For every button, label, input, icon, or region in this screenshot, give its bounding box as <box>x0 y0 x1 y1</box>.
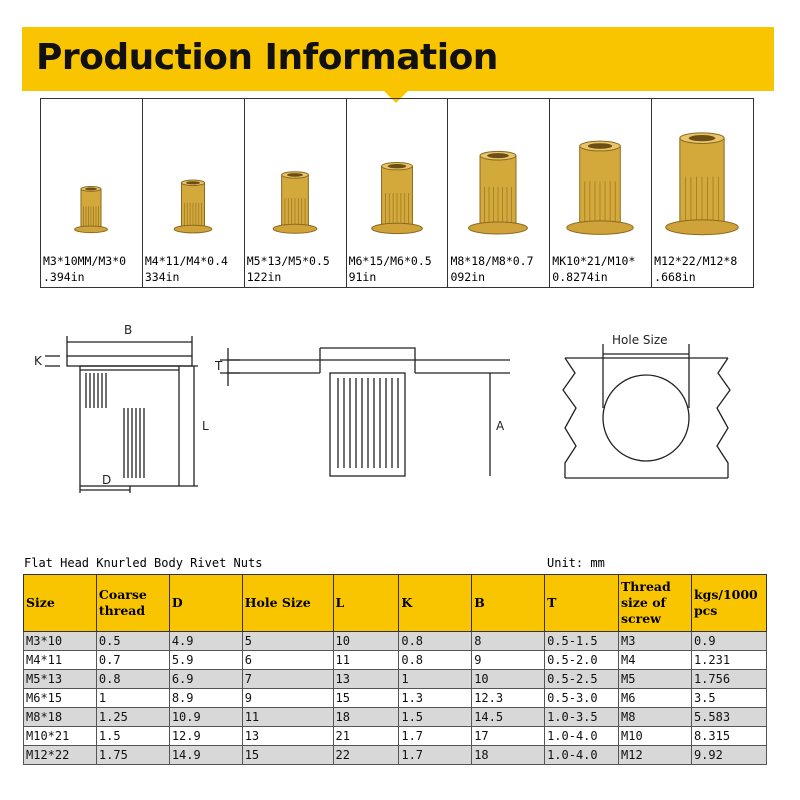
product-cell <box>347 99 449 287</box>
table-cell: 11 <box>242 708 333 727</box>
table-cell: 9 <box>242 689 333 708</box>
column-header: Coarse thread <box>96 575 169 632</box>
rivet-nut-image <box>41 99 142 249</box>
table-cell: 22 <box>333 746 399 765</box>
table-cell: 0.5-1.5 <box>545 632 619 651</box>
table-row <box>24 746 767 765</box>
table-cell: 8 <box>472 632 545 651</box>
banner <box>22 27 774 91</box>
table-cell: 1.5 <box>96 727 169 746</box>
table-cell: M5 <box>619 670 692 689</box>
table-cell: 17 <box>472 727 545 746</box>
dim-label-k: K <box>34 354 42 368</box>
table-cell: M3 <box>619 632 692 651</box>
product-size-label: MK10*21/M10* 0.8274in <box>552 254 636 284</box>
table-cell: M6 <box>619 689 692 708</box>
product-size-label: M8*18/M8*0.7 092in <box>450 254 534 284</box>
table-cell: 10 <box>472 670 545 689</box>
table-cell: 5 <box>242 632 333 651</box>
table-row <box>24 689 767 708</box>
column-header: K <box>399 575 472 632</box>
table-cell: 6.9 <box>169 670 242 689</box>
table-cell: 5.583 <box>691 708 766 727</box>
spec-table <box>23 574 767 765</box>
technical-drawings <box>20 318 780 498</box>
dim-label-t: T <box>215 359 223 373</box>
table-cell: 0.8 <box>399 632 472 651</box>
product-cell <box>448 99 550 287</box>
table-cell: 0.9 <box>691 632 766 651</box>
dim-label-a: A <box>496 419 505 433</box>
column-header: Size <box>24 575 97 632</box>
table-cell: 1 <box>96 689 169 708</box>
table-cell: 9.92 <box>691 746 766 765</box>
hole-size-label: Hole Size <box>612 333 668 347</box>
table-cell: M4 <box>619 651 692 670</box>
table-cell: 7 <box>242 670 333 689</box>
table-row <box>24 670 767 689</box>
column-header: T <box>545 575 619 632</box>
table-cell: 15 <box>333 689 399 708</box>
table-cell: 1.0-4.0 <box>545 746 619 765</box>
table-caption: Flat Head Knurled Body Rivet Nuts <box>24 556 263 570</box>
table-cell: 5.9 <box>169 651 242 670</box>
table-cell: 1 <box>399 670 472 689</box>
table-cell: 0.5-2.0 <box>545 651 619 670</box>
table-cell: M3*10 <box>24 632 97 651</box>
dim-label-d: D <box>102 473 112 487</box>
table-cell: M8 <box>619 708 692 727</box>
product-size-label: M12*22/M12*8 .668in <box>654 254 738 284</box>
table-cell: 10 <box>333 632 399 651</box>
product-gallery <box>40 98 754 288</box>
side-view-drawing <box>45 336 198 493</box>
table-cell: 1.7 <box>399 746 472 765</box>
table-cell: 1.75 <box>96 746 169 765</box>
table-cell: 1.7 <box>399 727 472 746</box>
column-header: kgs/1000 pcs <box>691 575 766 632</box>
table-cell: 1.756 <box>691 670 766 689</box>
product-size-label: M5*13/M5*0.5 122in <box>246 254 330 284</box>
table-cell: 21 <box>333 727 399 746</box>
table-cell: 14.9 <box>169 746 242 765</box>
table-cell: 18 <box>333 708 399 727</box>
table-row <box>24 727 767 746</box>
product-size-label: M6*15/M6*0.5 91in <box>348 254 432 284</box>
rivet-nut-image <box>143 99 244 249</box>
table-cell: 1.0-3.5 <box>545 708 619 727</box>
table-cell: 13 <box>242 727 333 746</box>
table-cell: 12.3 <box>472 689 545 708</box>
table-cell: 15 <box>242 746 333 765</box>
dim-label-b: B <box>124 323 133 337</box>
table-cell: M5*13 <box>24 670 97 689</box>
dim-label-l: L <box>202 419 209 433</box>
table-cell: 8.9 <box>169 689 242 708</box>
product-cell <box>652 99 753 287</box>
table-cell: 1.231 <box>691 651 766 670</box>
hole-size-drawing <box>563 344 730 478</box>
table-row <box>24 708 767 727</box>
product-cell <box>143 99 245 287</box>
table-cell: 14.5 <box>472 708 545 727</box>
table-cell: 1.25 <box>96 708 169 727</box>
table-cell: 0.5-2.5 <box>545 670 619 689</box>
table-cell: 0.5-3.0 <box>545 689 619 708</box>
product-size-label: M4*11/M4*0.4 334in <box>144 254 228 284</box>
table-cell: M6*15 <box>24 689 97 708</box>
table-cell: 0.8 <box>399 651 472 670</box>
column-header: D <box>169 575 242 632</box>
rivet-nut-image <box>652 99 753 249</box>
product-cell <box>41 99 143 287</box>
column-header: Hole Size <box>242 575 333 632</box>
table-cell: 0.8 <box>96 670 169 689</box>
table-cell: M4*11 <box>24 651 97 670</box>
rivet-nut-image <box>550 99 651 249</box>
table-cell: 3.5 <box>691 689 766 708</box>
table-cell: 0.7 <box>96 651 169 670</box>
table-row <box>24 632 767 651</box>
unit-label: Unit: mm <box>547 556 605 570</box>
product-cell <box>245 99 347 287</box>
table-cell: 6 <box>242 651 333 670</box>
table-cell: 9 <box>472 651 545 670</box>
table-cell: 1.5 <box>399 708 472 727</box>
table-cell: M12*22 <box>24 746 97 765</box>
product-size-label: M3*10MM/M3*0 .394in <box>43 254 127 284</box>
table-cell: 1.3 <box>399 689 472 708</box>
table-cell: 1.0-4.0 <box>545 727 619 746</box>
table-cell: 10.9 <box>169 708 242 727</box>
column-header: Thread size of screw <box>619 575 692 632</box>
installed-section-drawing <box>220 348 510 476</box>
table-cell: M8*18 <box>24 708 97 727</box>
table-row <box>24 651 767 670</box>
table-cell: 4.9 <box>169 632 242 651</box>
table-cell: M10*21 <box>24 727 97 746</box>
banner-title: Production Information <box>36 37 498 78</box>
column-header: L <box>333 575 399 632</box>
table-header-row <box>24 575 767 632</box>
column-header: B <box>472 575 545 632</box>
product-cell <box>550 99 652 287</box>
table-cell: 8.315 <box>691 727 766 746</box>
table-cell: 11 <box>333 651 399 670</box>
table-cell: M12 <box>619 746 692 765</box>
table-cell: 0.5 <box>96 632 169 651</box>
rivet-nut-image <box>245 99 346 249</box>
rivet-nut-image <box>448 99 549 249</box>
table-cell: 18 <box>472 746 545 765</box>
table-cell: 13 <box>333 670 399 689</box>
table-cell: 12.9 <box>169 727 242 746</box>
rivet-nut-image <box>347 99 448 249</box>
table-cell: M10 <box>619 727 692 746</box>
